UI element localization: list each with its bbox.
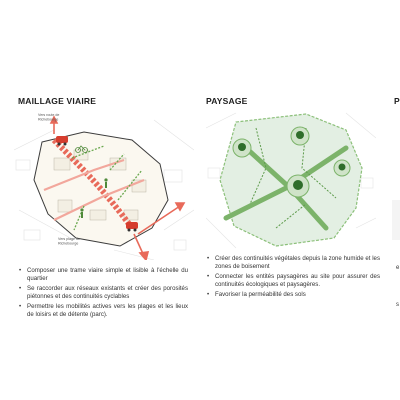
- maillage-viaire-bullets: [18, 267, 188, 320]
- cropped-map-fragment: [392, 200, 400, 240]
- bullet-item: • Se raccorder aux réseaux existants et créer des porosités piétonnes et des continuités cyclables: [18, 285, 188, 301]
- paysage-map: [206, 108, 376, 253]
- tree-icon: [287, 175, 309, 197]
- panel-title-maillage-viaire: MAILLAGE VIAIRE: [18, 96, 97, 106]
- map-label-bottom: Vers plage de: [58, 237, 80, 241]
- bullet-item: • Créer des continuités végétales depuis la zone humide et les zones de boisement: [206, 255, 380, 271]
- tree-icon: [233, 139, 251, 157]
- tree-icon: [334, 160, 350, 176]
- map-label-bottom: Richebourge: [58, 241, 79, 246]
- tree-icon: [291, 127, 309, 145]
- panel-title-paysage: PAYSAGE: [206, 96, 248, 106]
- bullet-item: • Permettre les mobilités actives vers les plages et les lieux de loisirs et de détente (parc).: [18, 303, 188, 319]
- bullet-item: • Favoriser la perméabilité des sols: [206, 291, 380, 299]
- cropped-text-fragment: e: [396, 265, 400, 271]
- map-label-top: Richebourge: [38, 117, 59, 122]
- bullet-item: • Connecter les entités paysagères au site pour assurer des continuités écologiques et paysagères.: [206, 273, 380, 289]
- maillage-viaire-map: [14, 110, 194, 260]
- bullet-item: • Composer une trame viaire simple et lisible à l'échelle du quartier: [18, 267, 188, 283]
- paysage-bullets: [206, 255, 380, 299]
- map-label-top: Vers route de: [38, 113, 60, 117]
- cropped-text-fragment: s: [396, 302, 399, 308]
- panel-title-cropped: P: [394, 96, 400, 106]
